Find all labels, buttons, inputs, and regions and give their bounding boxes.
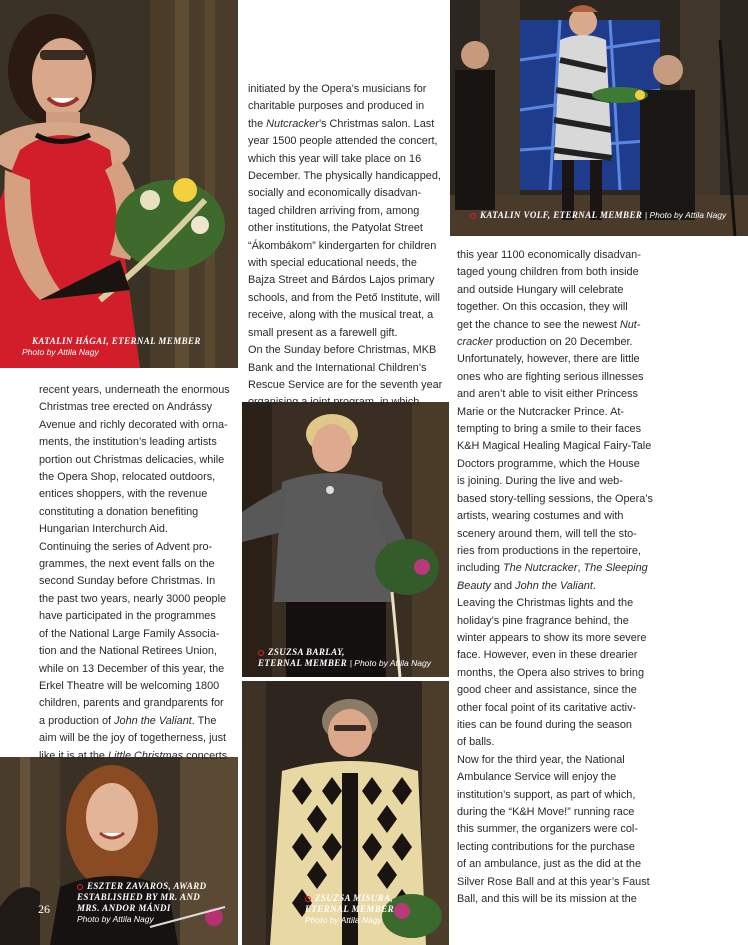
text-line: socially and economically disadvan- xyxy=(248,187,422,200)
text-line: taged young children from both inside xyxy=(457,266,639,279)
text-line: ments, the institution’s leading artists xyxy=(39,436,217,449)
text-line: scenery around them, will tell the sto- xyxy=(457,527,637,540)
text-line: is joining. During the live and web- xyxy=(457,475,623,488)
text-line: portion out Christmas delicacies, while xyxy=(39,453,225,466)
text-run: . The xyxy=(191,714,217,727)
photo-credit: Photo by Attila Nagy xyxy=(77,914,154,924)
text-line xyxy=(457,334,657,351)
text-line: Ambulance Service will enjoy the xyxy=(457,771,617,784)
text-run-italic: Little Christmas xyxy=(108,749,184,762)
text-line: Erkel Theatre will be welcoming 1800 xyxy=(39,679,220,692)
text-line: December. The physically handicapped, xyxy=(248,170,441,183)
text-run: a production of xyxy=(39,714,115,727)
text-run-italic: Nut- xyxy=(619,318,641,331)
photo-credit: | Photo by Attila Nagy xyxy=(349,658,431,668)
caption-name: KATALIN VOLF, ETERNAL MEMBER xyxy=(480,210,643,220)
photo-credit: Photo by Attila Nagy xyxy=(22,347,99,357)
caption-name: ETERNAL MEMBER xyxy=(258,658,348,668)
photo-credit: | Photo by Attila Nagy xyxy=(644,210,727,220)
text-line: face. However, even in these drearier xyxy=(457,649,638,662)
text-run-italic: Beauty xyxy=(457,579,491,592)
text-line: with special educational needs, the xyxy=(248,257,417,270)
caption-zsuzsa-barlay xyxy=(258,647,448,669)
text-line: “Ákombákom” kindergarten for children xyxy=(248,239,437,252)
text-run-italic: John the Valiant xyxy=(114,714,192,727)
text-line: and outside Hungary will celebrate xyxy=(457,283,624,296)
caption-name: MRS. ANDOR MÁNDI xyxy=(77,903,171,913)
text-line: grammes, the next event falls on the xyxy=(39,558,215,571)
text-line: ones who are fighting serious illnesses xyxy=(457,370,644,383)
text-line: children, parents and grandparents for xyxy=(39,697,224,710)
caption-name: KATALIN HÁGAI, ETERNAL MEMBER xyxy=(32,336,201,346)
text-run: concerts xyxy=(183,749,228,762)
page-number: 26 xyxy=(38,902,50,916)
text-run: the xyxy=(248,117,267,130)
text-line: Rescue Service are for the seventh year xyxy=(248,378,443,391)
text-line: good cheer and assistance, since the xyxy=(457,684,637,697)
text-line: Silver Rose Ball and at this year’s Faust xyxy=(457,875,650,888)
text-line: Now for the third year, the National xyxy=(457,753,625,766)
text-line: ries from productions in the repertoire, xyxy=(457,544,642,557)
text-line: of the National Large Family Associa- xyxy=(39,627,220,640)
caption-name: ZSUZSA MISURA, xyxy=(315,893,394,903)
text-run: production on 20 December. xyxy=(492,336,633,349)
text-line: small present as a farewell gift. xyxy=(248,326,398,339)
photo-zsuzsa-barlay xyxy=(242,402,449,677)
caption-name: ESZTER ZAVAROS, AWARD xyxy=(87,881,207,891)
text-run: and xyxy=(490,579,516,592)
text-line: Continuing the series of Advent pro- xyxy=(39,540,213,553)
text-line: Hungarian Interchurch Aid. xyxy=(39,523,168,536)
text-line: of balls. xyxy=(457,736,495,749)
text-line: institution’s support, as part of which, xyxy=(457,788,636,801)
text-line: Doctors programme, which the House xyxy=(457,457,640,470)
text-line xyxy=(39,748,239,765)
caption-bullet-icon xyxy=(22,339,28,345)
text-line: initiated by the Opera’s musicians for xyxy=(248,83,427,95)
text-line: this year 1100 economically disadvan- xyxy=(457,249,641,261)
text-run-italic: The Sleeping xyxy=(583,562,648,575)
text-line: Marie or the Nutcracker Prince. At- xyxy=(457,405,625,418)
text-line xyxy=(39,713,239,730)
text-run: like it is at the xyxy=(39,749,109,762)
text-line: Leaving the Christmas lights and the xyxy=(457,597,634,610)
text-line: receive, along with the musical treat, a xyxy=(248,309,434,322)
caption-katalin-hagai xyxy=(22,336,232,358)
text-line: ities can be found during the season xyxy=(457,718,632,731)
text-line: winter appears to show its more severe xyxy=(457,631,647,644)
text-line: while on 13 December of this year, the xyxy=(39,662,225,675)
photo-katalin-hagai xyxy=(0,0,238,368)
text-line: tion and the National Retirees Union, xyxy=(39,645,217,658)
text-line: second Sunday before Christmas. In xyxy=(39,575,216,588)
text-line: which this year will take place on 16 xyxy=(248,152,422,165)
photo-katalin-volf xyxy=(450,0,748,236)
text-line: tempting to bring a smile to their faces xyxy=(457,423,642,436)
text-column-left xyxy=(39,382,239,765)
caption-name: ESTABLISHED BY MR. AND xyxy=(77,892,201,902)
text-run: including xyxy=(457,562,504,575)
text-line xyxy=(457,560,657,577)
text-line: Bajza Street and Bárdos Lajos primary xyxy=(248,274,435,287)
text-line: entices shoppers, with the revenue xyxy=(39,488,208,501)
caption-bullet-icon xyxy=(77,884,83,890)
caption-eszter-zavaros xyxy=(77,881,237,925)
text-line: based story-telling sessions, the Opera’s xyxy=(457,492,653,505)
text-line: Christmas tree erected on Andrássy xyxy=(39,401,213,414)
text-line: and aren’t able to visit either Princess xyxy=(457,388,638,401)
text-line: Ball, and this will be its mission at the xyxy=(457,893,637,906)
text-line: charitable purposes and produced in xyxy=(248,100,425,113)
text-run: ’s Christmas salon. Last xyxy=(318,117,435,130)
text-run-italic: The Nutcracker xyxy=(503,562,578,575)
text-line: during the “K&H Move!” running race xyxy=(457,806,635,818)
text-run-italic: cracker xyxy=(457,336,493,349)
caption-name: ETERNAL MEMBER xyxy=(305,904,395,914)
caption-zsuzsa-misura xyxy=(305,893,445,926)
text-line: organising a joint program, in which xyxy=(248,396,420,409)
text-line: the past two years, nearly 3000 people xyxy=(39,592,227,605)
text-line: Unfortunately, however, there are little xyxy=(457,353,640,366)
text-line: recent years, underneath the enormous xyxy=(39,384,230,396)
text-line: together. On this occasion, they will xyxy=(457,301,628,314)
text-line xyxy=(248,116,448,133)
text-line: other focal point of its caritative activ- xyxy=(457,701,637,714)
text-run: . xyxy=(592,579,596,592)
text-line: of an ambulance, just as the did at the xyxy=(457,858,642,871)
text-line: months, the Opera also strives to bring xyxy=(457,666,645,679)
text-run-italic: Nutcracker xyxy=(266,117,319,130)
text-line: K&H Magical Healing Magical Fairy-Tale xyxy=(457,440,652,453)
caption-katalin-volf xyxy=(470,210,745,221)
caption-bullet-icon xyxy=(258,650,264,656)
text-line: other institutions, the Patyolat Street xyxy=(248,222,423,235)
text-line xyxy=(457,578,657,595)
text-line: year 1500 people attended the concert, xyxy=(248,135,438,148)
text-line: aim will be the joy of togetherness, just xyxy=(39,732,227,745)
text-line: lecting contributions for the purchase xyxy=(457,840,635,853)
text-line xyxy=(457,317,657,334)
text-line: the Opera Shop, relocated outdoors, xyxy=(39,471,216,484)
text-line: holiday’s pine fragrance behind, the xyxy=(457,614,629,627)
text-line: On the Sunday before Christmas, MKB xyxy=(248,344,437,357)
text-line: Avenue and richly decorated with orna- xyxy=(39,418,228,431)
text-run-italic: John the Valiant xyxy=(515,579,593,592)
text-column-middle xyxy=(248,81,448,412)
text-line: taged children arriving from, among xyxy=(248,204,420,217)
caption-bullet-icon xyxy=(305,896,311,902)
text-run: get the chance to see the newest xyxy=(457,318,620,331)
text-column-right xyxy=(457,247,657,908)
text-line: schools, and from the Pető Institute, will xyxy=(248,291,440,304)
text-run: , xyxy=(577,562,584,575)
text-line: Bank and the International Children’s xyxy=(248,361,427,374)
text-line: constituting a donation benefiting xyxy=(39,505,199,518)
caption-bullet-icon xyxy=(470,213,476,219)
photo-credit: Photo by Attila Nagy xyxy=(305,915,382,925)
caption-name: ZSUZSA BARLAY, xyxy=(268,647,345,657)
text-line: this summer, the organizers were col- xyxy=(457,823,638,836)
text-line: artists, wearing costumes and with xyxy=(457,510,624,523)
text-line: have participated in the programmes xyxy=(39,610,216,623)
